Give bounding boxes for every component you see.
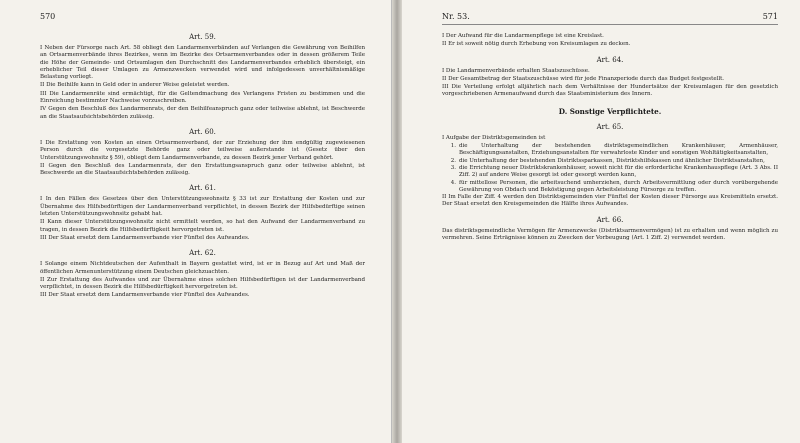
item-number: 4. [450, 179, 456, 186]
item-text: die Errichtung neuer Distriktskrankenhäuser, soweit nicht für die erforderliche Krankenhauspflege (Art. 3 Abs. II Ziff. 2) auf andere Weise gesorgt ist oder gesorgt werden kann, [459, 164, 778, 179]
paragraph: II Gegen den Beschluß des Landarmenrats, der den Erstattungsanspruch ganz oder teilweise ablehnt, ist Beschwerde an die Staatsaufsichtsbehörden zulässig. [40, 162, 365, 177]
right-page-header [442, 12, 778, 21]
paragraph: I Solange einem Nichtdeutschen der Aufenthalt in Bayern gestattet wird, ist er in Bezug auf Art und Maß der öffentlichen Armenunterstützung einem Deutschen gleichzuachten. [40, 261, 365, 275]
paragraph: III Die Verteilung erfolgt alljährlich nach dem Verhältnisse der Hundertsätze der Kreisumlagen für den gesetzlich vorgeschriebenen Armenaufwand durch das Staatsministerium des Innern. [442, 84, 778, 98]
paragraph: IV Gegen den Beschluß des Landarmenrats, der den Beihilfeanspruch ganz oder teilweise ablehnt, ist Beschwerde an die Staatsaufsichtsbehörden zulässig. [40, 106, 365, 120]
right-page [402, 0, 800, 443]
paragraph: I Die Landarmenverbände erhalten Staatszuschüsse. [442, 67, 590, 74]
list-item [442, 143, 778, 158]
paragraph: Das distriktsgemeindliche Vermögen für Armenzwecke (Distriktsarmenvermögen) ist zu erhalten und wenn möglich zu vermehren. Seine Erträgnisse können zu Zwecken der Vorbeugung (Art. 1 Ziff. 2) verwendet werden. [442, 227, 778, 242]
article-heading: Art. 59. [189, 33, 216, 41]
paragraph: III Die Landarmenräte sind ermächtigt, für die Geltendmachung des Verlangens Fristen zu bestimmen und die Einreichung bestimmter Nachweise vorzuschreiben. [40, 90, 365, 105]
paragraph: III Der Staat ersetzt dem Landarmenverbande vier Fünftel des Aufwandes. [40, 292, 250, 299]
item-text: die Unterhaltung der bestehenden distriktsgemeindlichen Krankenhäuser, Armenhäuser, Beschäftigungsanstalten, Erziehungsanstalten für verwahrloste Kinder und sonstigen Wohltätigkeitsanstalten, [459, 143, 778, 157]
list-item [442, 158, 778, 165]
article-heading: Art. 66. [596, 215, 624, 224]
article-heading: Art. 64. [596, 55, 624, 64]
list-item [442, 180, 778, 195]
left-page-header [40, 12, 365, 21]
section-heading: D. Sonstige Verpflichtete. [558, 106, 662, 116]
item-number: 2. [450, 157, 456, 164]
paragraph: II Der Gesamtbetrag der Staatszuschüsse wird für jede Finanzperiode durch das Budget festgestellt. [442, 75, 725, 82]
article-heading: Art. 60. [189, 127, 216, 136]
article-heading: Art. 62. [189, 249, 216, 258]
left-page [0, 0, 392, 443]
paragraph: I Neben der Fürsorge nach Art. 58 obliegt den Landarmenverbänden auf Verlangen die Gewährung von Beihilfen an Ortsarmenverbände ihres Bezirkes, wenn im Bezirke des Ortsarmenverbandes oder in dessen größerem Teile die Höhe der Gemeinde- und Ortsumlagen den Durchschnitt des Landarmenverbandes erheblich übersteigt, ein erheblicher Teil dieser Umlagen zu Armenzwecken verwendet wird und infolgedessen unverhältnismäßige Belastung vorliegt. [40, 45, 365, 81]
paragraph: II Die Beihilfe kann in Geld oder in anderer Weise geleistet werden. [40, 82, 230, 89]
book-gutter [392, 0, 402, 443]
paragraph: II Er ist soweit nötig durch Erhebung von Kreisumlagen zu decken. [442, 41, 631, 48]
paragraph: I Aufgabe der Distriktsgemeinden ist [442, 134, 546, 141]
paragraph: II Zur Erstattung des Aufwandes und zur Übernahme eines solchen Hilfsbedürftigen ist der Landarmenverband verpflichtet, in dessen Bezirk die Hilfsbedürftigkeit hervorgetreten ist. [40, 276, 365, 291]
article-heading: Art. 61. [189, 184, 216, 193]
article-heading: Art. 65. [596, 122, 624, 131]
law-number: Nr. 53. [442, 12, 470, 21]
paragraph: I Der Aufwand für die Landarmenpflege ist eine Kreislast. [442, 33, 604, 39]
item-text: für mittellose Personen, die arbeitsuchend umherziehen, durch Arbeitsvermittlung oder durch vorübergehende Gewährung von Obdach und Beköstigung gegen Arbeitsleistung Fürsorge zu treffen. [459, 179, 778, 193]
list-item [442, 165, 778, 180]
page-number: 570 [40, 12, 56, 21]
paragraph: II Im Falle der Ziff. 4 werden den Distriktsgemeinden vier Fünftel der Kosten dieser Fürsorge aus Kreismitteln ersetzt. Der Staat ersetzt den Kreisgemeinden die Hälfte ihres Aufwandes. [442, 194, 778, 208]
paragraph: I In den Fällen des Gesetzes über den Unterstützungswohnsitz § 33 ist zur Erstattung der Kosten und zur Übernahme des Hilfsbedürftigen der Landarmenverband verpflichtet, in dessen Bezirk der Hilfsbedürftige seinen letzten Unterstützungswohnsitz gehabt hat. [40, 196, 365, 218]
item-number: 3. [450, 164, 456, 171]
paragraph: I Die Erstattung von Kosten an einen Ortsarmenverband, der zur Erziehung der ihm endgültig zugewiesenen Person durch die vorgesetzte Behörde ganz oder teilweise außerstande ist (Gesetz über den Unterstützungswohnsitz § 59), obliegt dem Landarmenverbande, zu dessen Bezirk jener Verband gehört. [40, 139, 365, 161]
paragraph: III Der Staat ersetzt dem Landarmenverbande vier Fünftel des Aufwandes. [40, 234, 250, 241]
item-text: die Unterhaltung der bestehenden Distriktssparkassen, Distriktshilfskassen und ähnlicher Distriktsanstalten, [459, 157, 765, 164]
header-rule [442, 24, 778, 25]
page-number: 571 [762, 12, 778, 21]
paragraph: II Kann dieser Unterstützungswohnsitz nicht ermittelt werden, so hat den Aufwand der Landarmenverband zu tragen, in dessen Bezirk die Hilfsbedürftigkeit hervorgetreten ist. [40, 219, 365, 233]
item-number: 1. [450, 143, 456, 150]
left-articles [40, 33, 365, 300]
